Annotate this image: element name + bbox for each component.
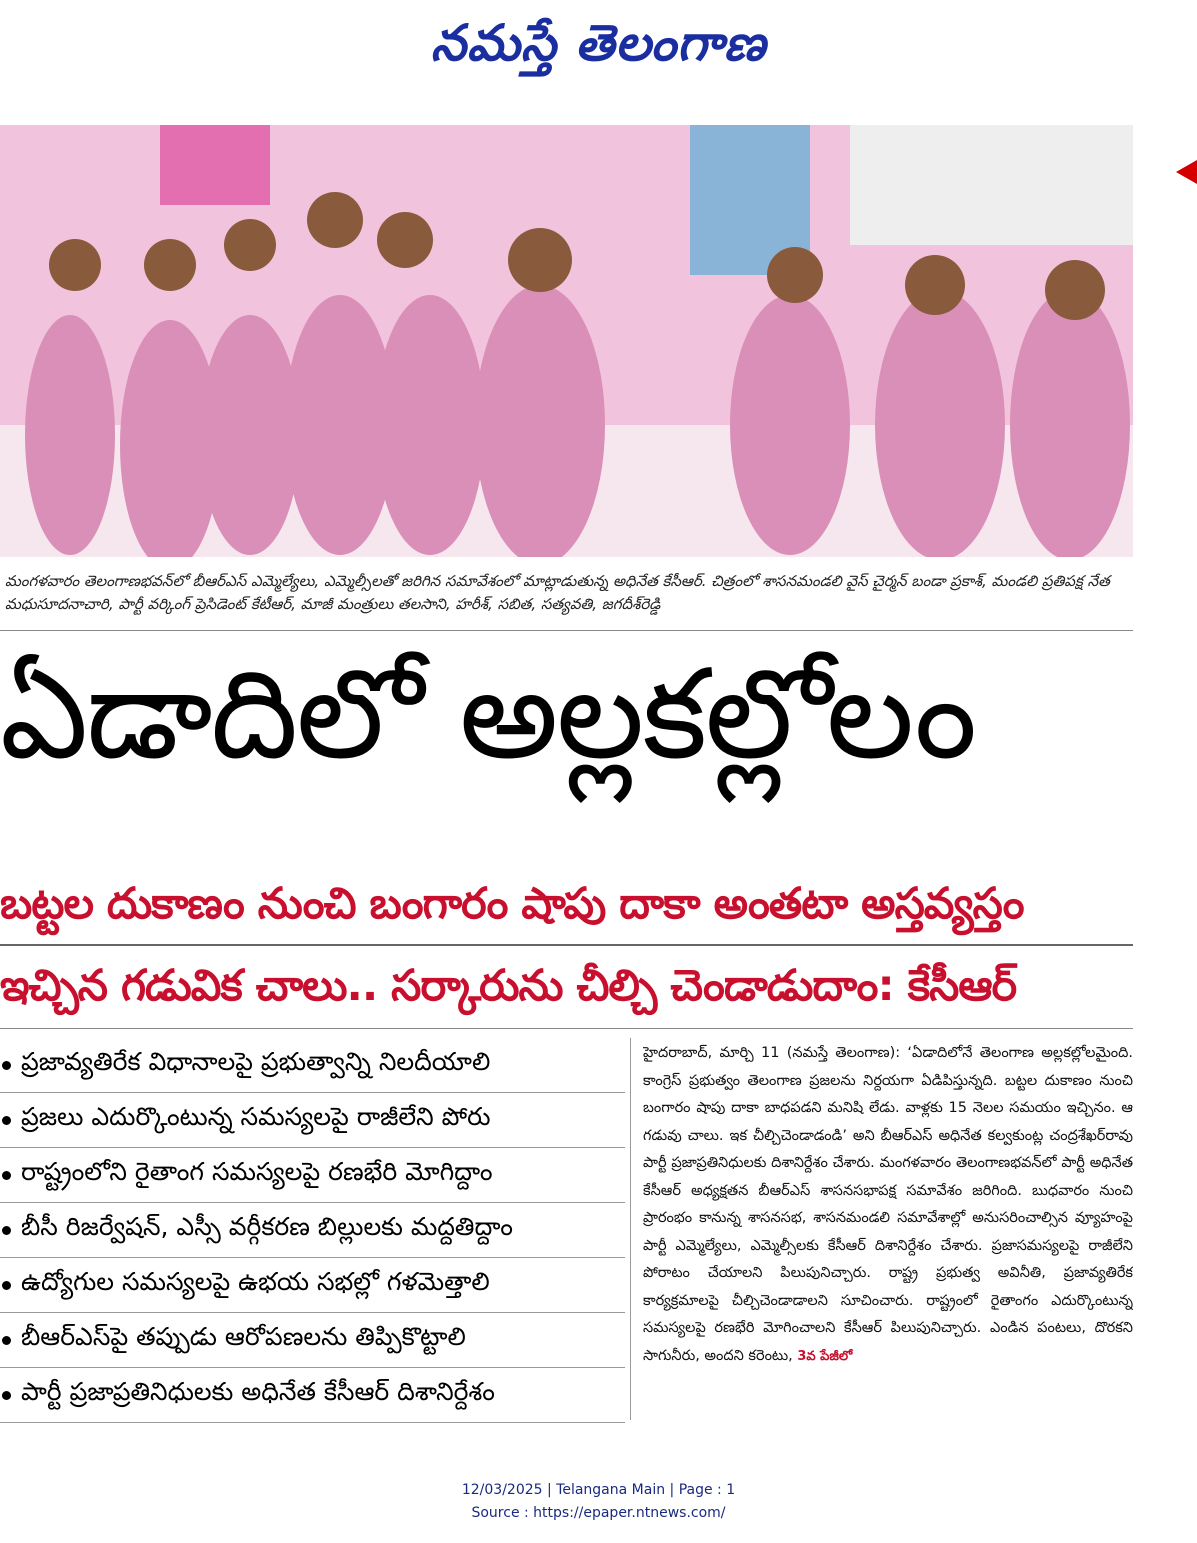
bullet-dot-icon — [2, 1336, 11, 1345]
bullet-item — [0, 1038, 625, 1093]
bullet-item — [0, 1368, 625, 1423]
bullet-item — [0, 1203, 625, 1258]
bullet-text: రాష్ట్రంలోని రైతాంగ సమస్యలపై రణభేరి మోగిద్దాం — [21, 1157, 493, 1186]
subheadline-2: ఇచ్చిన గడువిక చాలు.. సర్కారును చీల్చి చెండాడుదాం: కేసీఆర్ — [0, 961, 1017, 1011]
bullet-dot-icon — [2, 1226, 11, 1235]
story-body — [643, 1040, 1133, 1424]
divider — [0, 630, 1133, 631]
divider — [0, 1028, 1133, 1029]
bullet-dot-icon — [2, 1391, 11, 1400]
subheadline-1: బట్టల దుకాణం నుంచి బంగారం షాపు దాకా అంతటా అస్తవ్యస్తం — [0, 879, 1024, 929]
bullet-dot-icon — [2, 1281, 11, 1290]
bullet-item — [0, 1258, 625, 1313]
page-footer — [0, 1479, 1197, 1525]
bullet-item — [0, 1148, 625, 1203]
bullet-list — [0, 1038, 625, 1423]
bullet-text: బీఆర్‌ఎస్‌పై తప్పుడు ఆరోపణలను తిప్పికొట్టాలి — [21, 1322, 466, 1351]
main-headline: ఏడాదిలో అల్లకల్లోలం — [0, 643, 976, 787]
bullet-text: బీసీ రిజర్వేషన్, ఎస్సీ వర్గీకరణ బిల్లులకు మద్దతిద్దాం — [21, 1212, 513, 1241]
front-page-photo — [0, 125, 1133, 557]
masthead-title: నమస్తే తెలంగాణ — [430, 14, 767, 72]
bullet-text: ప్రజావ్యతిరేక విధానాలపై ప్రభుత్వాన్ని నిలదీయాలి — [21, 1047, 491, 1076]
bullet-item — [0, 1093, 625, 1148]
story-text: హైదరాబాద్, మార్చి 11 (నమస్తే తెలంగాణ): ‘ఏడాదిలోనే తెలంగాణ అల్లకల్లోలమైంది. కాంగ్రెస్ ప్రభుత్వం తెలంగాణ ప్రజలను నిర్దయగా ఏడిపిస్తున్నది. బట్టల దుకాణం నుంచి బంగారం షాపు దాకా బాధపడని మనిషి లేడు. వాళ్లకు 15 నెలల సమయం ఇచ్చినం. ఆ గడువు చాలు. ఇక చీల్చిచెండాడండి’ అని బీఆర్‌ఎస్ అధినేత కల్వకుంట్ల చంద్రశేఖర్‌రావు పార్టీ ప్రజాప్రతినిధులకు దిశానిర్దేశం చేశారు. మంగళవారం తెలంగాణభవన్‌లో పార్టీ అధినేత కేసీఆర్ అధ్యక్షతన బీఆర్‌ఎస్ శాసనసభాపక్ష సమావేశం జరిగింది. బుధవారం నుంచి ప్రారంభం కానున్న శాసనసభ, శాసనమండలి సమావేశాల్లో అనుసరించాల్సిన వ్యూహంపై పార్టీ ఎమ్మెల్యేలు, ఎమ్మెల్సీలకు కేసీఆర్ దిశానిర్దేశం చేశారు. ప్రజాసమస్యలపై రాజీలేని పోరాటం చేయాలని పిలుపునిచ్చారు. రాష్ట్ర ప్రభుత్వ అవినీతి, ప్రజావ్యతిరేక కార్యక్రమాలపై చీల్చిచెండాడాలని సూచించారు. రాష్ట్రంలో రైతాంగం ఎదుర్కొంటున్న సమస్యలపై రణభేరి మోగించాలని కేసీఆర్ పిలుపునిచ్చారు. ఎండిన పంటలు, దొరకని సాగునీరు, అందని కరెంటు, — [643, 1045, 1133, 1364]
divider — [0, 944, 1133, 946]
page-edge-tab — [1176, 160, 1197, 184]
bullet-dot-icon — [2, 1061, 11, 1070]
footer-source-line: Source : https://epaper.ntnews.com/ — [471, 1505, 726, 1521]
continued-link[interactable]: 3వ పేజీలో — [797, 1348, 853, 1364]
footer-date-line: 12/03/2025 | Telangana Main | Page : 1 — [461, 1482, 736, 1498]
bullet-item — [0, 1313, 625, 1368]
bullet-dot-icon — [2, 1171, 11, 1180]
photo-caption: మంగళవారం తెలంగాణభవన్‌లో బీఆర్‌ఎస్ ఎమ్మెల్యేలు, ఎమ్మెల్సీలతో జరిగిన సమావేశంలో మాట్లాడుతున్న అధినేత కేసీఆర్. చిత్రంలో శాసనమండలి వైస్ చైర్మన్ బండా ప్రకాశ్, మండలి ప్రతిపక్ష నేత మధుసూదనాచారి, పార్టీ వర్కింగ్ ప్రెసిడెంట్ కేటీఆర్, మాజీ మంత్రులు తలసాని, హరీశ్, సబిత, సత్యవతి, జగదీశ్‌రెడ్డి — [5, 572, 1110, 613]
column-divider — [630, 1038, 631, 1420]
bullet-text: ప్రజలు ఎదుర్కొంటున్న సమస్యలపై రాజీలేని పోరు — [21, 1102, 491, 1131]
bullet-dot-icon — [2, 1116, 11, 1125]
bullet-text: ఉద్యోగుల సమస్యలపై ఉభయ సభల్లో గళమెత్తాలి — [21, 1267, 490, 1296]
bullet-text: పార్టీ ప్రజాప్రతినిధులకు అధినేత కేసీఆర్ దిశానిర్దేశం — [21, 1377, 495, 1406]
